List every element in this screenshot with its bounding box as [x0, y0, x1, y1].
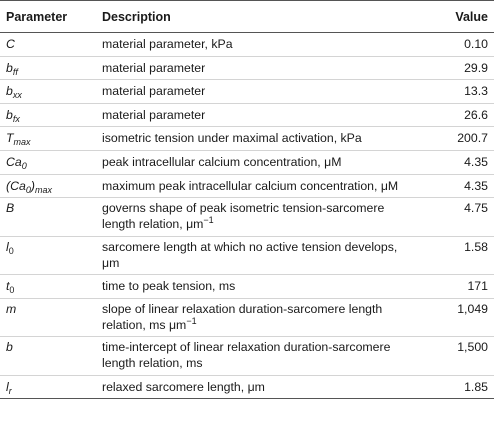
header-description: Description — [102, 9, 171, 24]
table-row — [0, 236, 494, 275]
description-text-line2: μm — [102, 255, 120, 270]
table-row — [0, 298, 494, 337]
parameter-description — [96, 236, 422, 275]
description-text: material parameter, kPa — [102, 37, 233, 51]
table-row — [0, 103, 494, 127]
symbol-subscript: 0 — [9, 285, 15, 296]
symbol-base: T — [6, 131, 14, 146]
symbol-subscript: max — [13, 137, 31, 148]
symbol-base: b — [6, 107, 13, 122]
table-row — [0, 127, 494, 151]
table-row — [0, 198, 494, 237]
symbol-base: C — [6, 37, 15, 51]
symbol-base: B — [6, 201, 15, 216]
table-row — [0, 56, 494, 80]
parameter-description — [96, 56, 422, 80]
table-header — [0, 1, 494, 33]
symbol-subscript: ff — [12, 66, 18, 77]
symbol-base: t — [6, 279, 10, 294]
symbol-base: l — [6, 379, 9, 394]
parameter-description — [96, 198, 422, 237]
table-row — [0, 275, 494, 299]
description-text: material parameter — [102, 60, 206, 75]
description-text: governs shape of peak isometric tension-sarcomere — [102, 201, 385, 216]
parameter-symbol — [0, 337, 96, 376]
symbol-subscript-outer: max — [34, 184, 52, 195]
parameter-description — [96, 150, 422, 174]
symbol-base: l — [6, 239, 9, 254]
symbol-base: (Ca — [6, 178, 26, 193]
parameter-description — [96, 174, 422, 198]
table-row — [0, 375, 494, 399]
parameter-value: 29.9 — [464, 60, 488, 75]
parameter-value: 1.58 — [464, 239, 488, 254]
table-body — [0, 33, 494, 399]
parameter-symbol — [0, 198, 96, 237]
parameter-value: 0.10 — [464, 37, 488, 51]
parameter-symbol — [0, 127, 96, 151]
symbol-subscript: 0 — [25, 184, 31, 195]
parameter-description — [96, 80, 422, 104]
parameter-value: 1,049 — [457, 301, 488, 316]
parameter-symbol — [0, 33, 96, 57]
parameter-symbol — [0, 275, 96, 299]
header-row — [0, 1, 494, 33]
description-text: relaxed sarcomere length, μm — [102, 379, 265, 394]
table-row — [0, 150, 494, 174]
parameter-symbol — [0, 80, 96, 104]
parameter-description — [96, 33, 422, 57]
table-row — [0, 174, 494, 198]
description-text: isometric tension under maximal activation, kPa — [102, 131, 362, 146]
description-text: time to peak tension, ms — [102, 279, 236, 294]
symbol-subscript: r — [8, 385, 12, 396]
parameter-value: 26.6 — [464, 107, 488, 122]
symbol-base: m — [6, 301, 17, 316]
parameter-symbol — [0, 236, 96, 275]
symbol-base: b — [6, 84, 13, 99]
parameter-description — [96, 127, 422, 151]
description-text: peak intracellular calcium concentration, μM — [102, 154, 342, 169]
symbol-paren: ) — [30, 178, 35, 193]
description-text-line2: length relation, μm — [102, 217, 204, 232]
parameter-value: 200.7 — [457, 131, 488, 146]
table-row — [0, 80, 494, 104]
description-superscript: −1 — [203, 215, 214, 226]
description-text-line2: relation, ms μm — [102, 317, 187, 332]
parameter-description — [96, 103, 422, 127]
parameter-description — [96, 298, 422, 337]
description-text: sarcomere length at which no active tension develops, — [102, 239, 398, 254]
parameter-value: 4.35 — [464, 178, 488, 193]
description-text: material parameter — [102, 107, 206, 122]
description-text-line2: length relation, ms — [102, 356, 203, 371]
symbol-subscript: fx — [12, 113, 20, 124]
description-text: material parameter — [102, 84, 206, 99]
symbol-subscript: xx — [12, 90, 22, 101]
table-row — [0, 33, 494, 57]
header-value: Value — [455, 9, 488, 24]
parameter-symbol — [0, 150, 96, 174]
description-superscript: −1 — [186, 315, 197, 326]
parameter-value: 13.3 — [464, 84, 488, 99]
parameter-value: 1,500 — [457, 340, 488, 355]
table-row — [0, 337, 494, 376]
description-text: slope of linear relaxation duration-sarcomere length — [102, 301, 383, 316]
parameter-value: 4.75 — [464, 201, 488, 216]
parameter-symbol — [0, 56, 96, 80]
parameter-description — [96, 337, 422, 376]
parameter-value: 171 — [467, 279, 488, 294]
parameter-symbol — [0, 174, 96, 198]
header-parameter: Parameter — [6, 9, 68, 24]
parameter-symbol — [0, 298, 96, 337]
description-text: time-intercept of linear relaxation duration-sarcomere — [102, 340, 391, 355]
parameter-description — [96, 375, 422, 399]
symbol-base: b — [6, 60, 13, 75]
parameter-value: 1.85 — [464, 379, 488, 394]
symbol-subscript: 0 — [8, 245, 14, 256]
symbol-subscript: 0 — [21, 160, 27, 171]
symbol-base: b — [6, 340, 13, 355]
parameter-value: 4.35 — [464, 154, 488, 169]
description-text: maximum peak intracellular calcium concentration, μM — [102, 178, 399, 193]
symbol-base: Ca — [6, 154, 22, 169]
parameter-symbol — [0, 375, 96, 399]
parameter-symbol — [0, 103, 96, 127]
parameter-description — [96, 275, 422, 299]
